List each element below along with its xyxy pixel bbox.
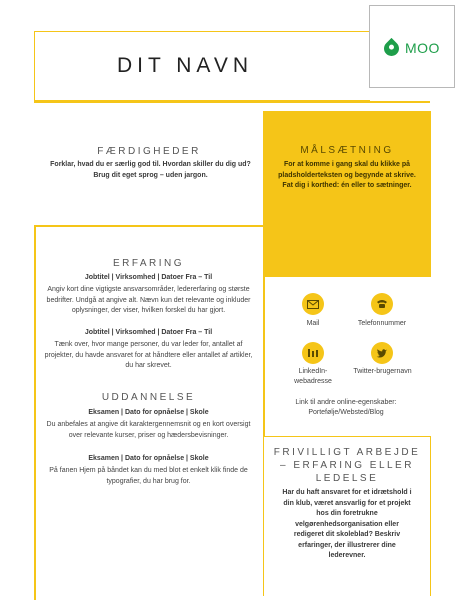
goal-heading: MÅLSÆTNING xyxy=(300,145,394,156)
education-title: Eksamen | Dato for opnåelse | Skole xyxy=(88,455,209,462)
goal-section xyxy=(263,111,431,277)
volunteer-text: Har du haft ansvaret for et idrætshold i din klub, været ansvarlig for et projekt hos din foretrukne velgørenhedsorganisation eller redigeret dit skoleblad? Beskriv erfaringer, der illustrerer dine lederevner. xyxy=(282,489,412,559)
linkedin-icon xyxy=(302,342,324,364)
experience-heading: ERFARING xyxy=(112,258,185,269)
phone-icon xyxy=(371,293,393,315)
divider-line xyxy=(34,101,430,103)
divider-line xyxy=(263,277,265,436)
logo-text: MOO xyxy=(405,40,440,56)
skills-text: Forklar, hvad du er særlig god til. Hvordan skiller du dig ud? Brug dit eget sprog – uden jargon. xyxy=(50,161,251,179)
job-description: Tænk over, hvor mange personer, du var leder for, antallet af projekter, du havde ansvaret for at håndtere eller antallet af artikler, du har skrevet. xyxy=(44,341,253,369)
contact-twitter: Twitter-brugernavn xyxy=(353,368,412,375)
goal-text: For at komme i gang skal du klikke på pladsholderteksten og begynde at skrive. Fat dig i korthed: én eller to sætninger. xyxy=(278,161,416,189)
education-description: På fanen Hjem på båndet kan du med blot et enkelt klik finde de typografier, du har brug for. xyxy=(49,467,248,485)
page-title: DIT NAVN xyxy=(116,54,254,77)
mail-icon xyxy=(302,293,324,315)
job-title: Jobtitel | Virksomhed | Datoer Fra – Til xyxy=(84,274,213,281)
skills-heading: FÆRDIGHEDER xyxy=(97,146,201,157)
contact-mail: Mail xyxy=(306,320,320,327)
logo xyxy=(369,5,455,88)
education-heading: UDDANNELSE xyxy=(101,392,196,403)
education-description: Du anbefales at angive dit karaktergennemsnit og en kort oversigt over relevante kurser, priser og hædersbevisninger. xyxy=(46,421,251,439)
divider-line xyxy=(34,225,263,227)
drop-icon xyxy=(381,38,402,59)
contact-phone: Telefonnummer xyxy=(357,320,407,327)
volunteer-section xyxy=(263,436,431,596)
job-title: Jobtitel | Virksomhed | Datoer Fra – Til xyxy=(84,329,213,336)
twitter-icon xyxy=(371,342,393,364)
education-title: Eksamen | Dato for opnåelse | Skole xyxy=(88,409,209,416)
job-description: Angiv kort dine vigtigste ansvarsområder, ledererfaring og største bedrifter. Undgå at angive alt. Nævn kun det relevante og inkluder oplysninger, der viser, hvilken forskel du har gjort. xyxy=(46,286,251,314)
volunteer-heading: FRIVILLIGT ARBEJDE – ERFARING ELLER LEDELSE xyxy=(273,447,421,484)
contact-other-links: Link til andre online-egenskaber: Portefølje/Websted/Blog xyxy=(295,399,397,416)
contact-linkedin: LinkedIn-webadresse xyxy=(294,368,332,385)
